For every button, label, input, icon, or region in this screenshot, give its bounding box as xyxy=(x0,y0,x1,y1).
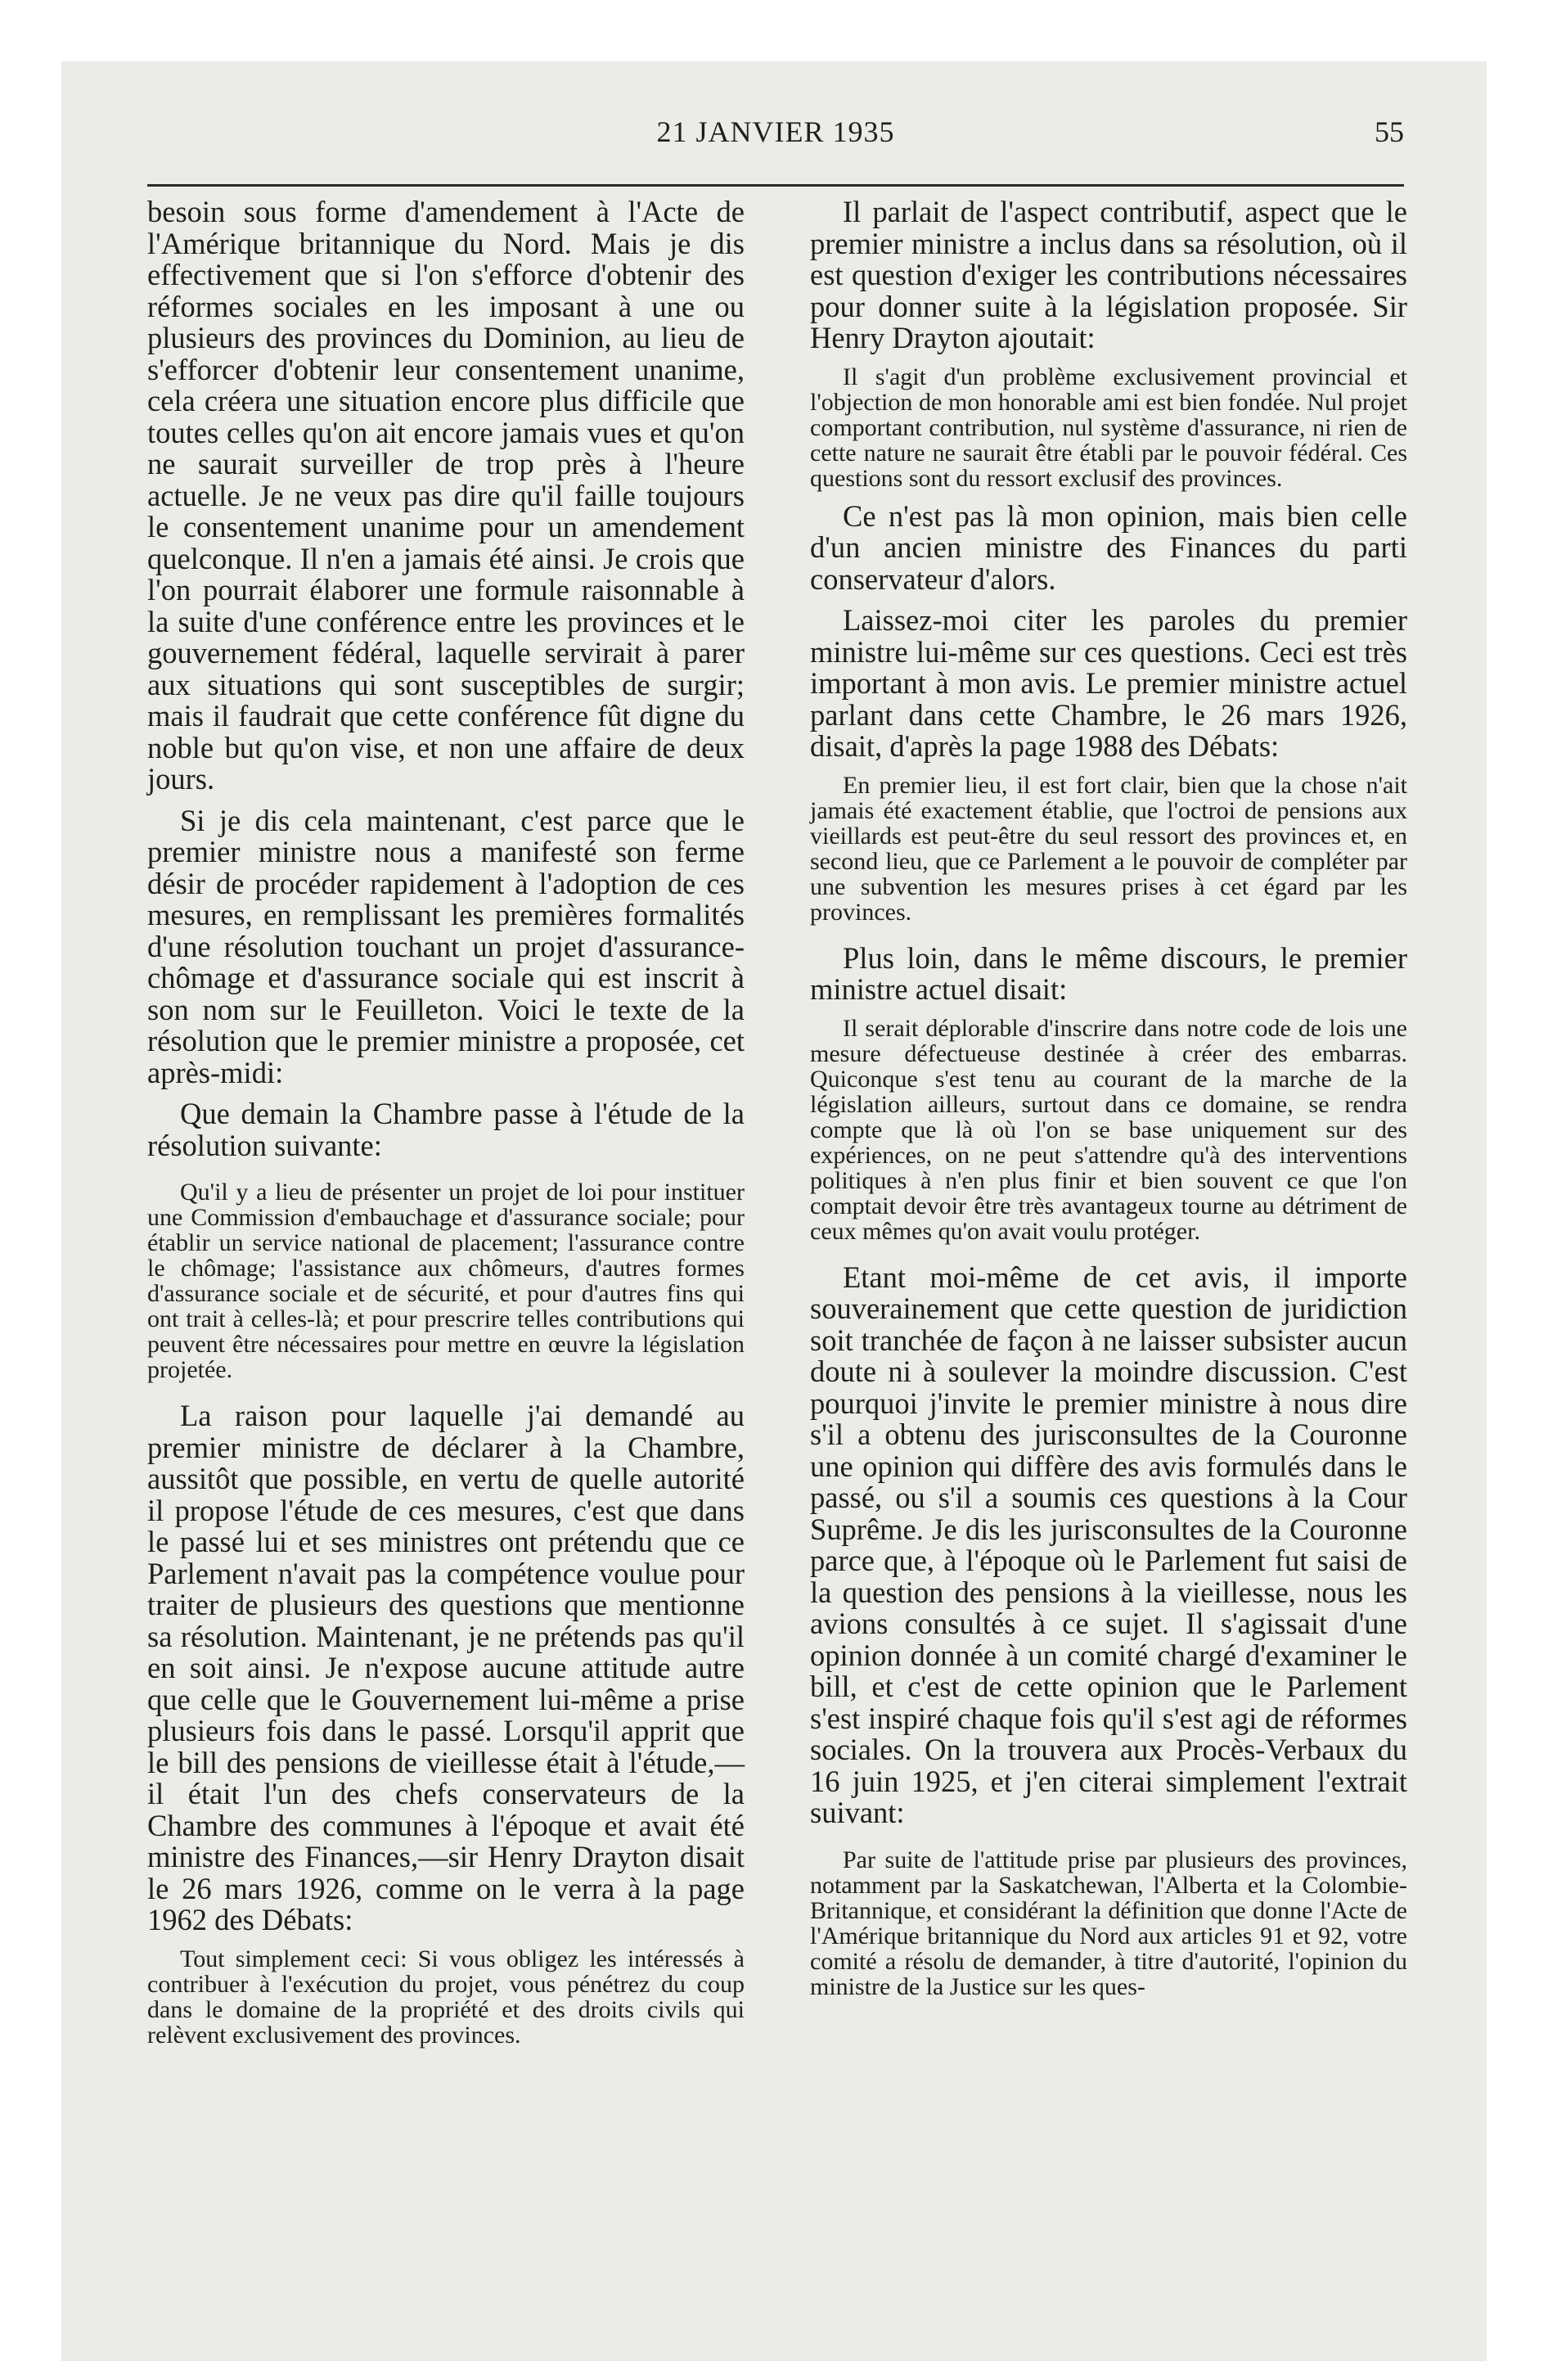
page-date: 21 JANVIER 1935 xyxy=(656,115,895,148)
paragraph: Plus loin, dans le même discours, le premier ministre actuel disait: xyxy=(810,940,1407,1006)
page-header xyxy=(147,115,1404,164)
page-number: 55 xyxy=(1375,115,1404,148)
header-rule xyxy=(147,184,1404,187)
paragraph: La raison pour laquelle j'ai demandé au premier ministre de déclarer à la Chambre, aussitôt que possible, en vertu de quelle autorité il propose l'étude de ces mesures, c'est que dans le passé lui et ses ministres ont prétendu que ce Parlement n'avait pas la compétence voulue pour traiter de plusieurs des questions que mentionne sa résolution. Maintenant, je ne prétends pas qu'il en soit ainsi. Je n'expose aucune attitude autre que celle que le Gouvernement lui-même a prise plusieurs fois dans le passé. Lorsqu'il apprit que le bill des pensions de vieillesse était à l'étude,—il était l'un des chefs conservateurs de la Chambre des communes à l'époque et avait été ministre des Finances,—sir Henry Drayton disait le 26 mars 1926, comme on le verra à la page 1962 des Débats: xyxy=(147,1399,745,1936)
right-column xyxy=(810,196,1407,1999)
paragraph: Ce n'est pas là mon opinion, mais bien celle d'un ancien ministre des Finances du parti conservateur d'alors. xyxy=(810,498,1407,596)
paragraph: Que demain la Chambre passe à l'étude de la résolution suivante: xyxy=(147,1097,745,1162)
block-quote: Il s'agit d'un problème exclusivement provincial et l'objection de mon honorable ami est bien fondée. Nul projet comportant contribution, nul système d'assurance, ni rien de cette nature ne saurait être établi par le pouvoir fédéral. Ces questions sont du ressort exclusif des provinces. xyxy=(810,363,1407,492)
block-quote: Par suite de l'attitude prise par plusieurs des provinces, notamment par la Saskatchewan, l'Alberta et la Colombie-Britannique, et considérant la définition que donne l'Acte de l'Amérique britannique du Nord aux articles 91 et 92, votre comité a résolu de demander, à titre d'autorité, l'opinion du ministre de la Justice sur les ques- xyxy=(810,1846,1407,2000)
block-quote: Qu'il y a lieu de présenter un projet de loi pour instituer une Commission d'embauchage et d'assurance sociale; pour établir un service national de placement; l'assurance contre le chômage; l'assistance aux chômeurs, d'autres formes d'assurance sociale et de sécurité, et pour d'autres fins qui ont trait à celles-là; et pour prescrire telles contributions qui peuvent être nécessaires pour mettre en œuvre la législation projetée. xyxy=(147,1179,745,1383)
paragraph: Etant moi-même de cet avis, il importe souverainement que cette question de juridiction soit tranchée de façon à ne laisser subsister aucun doute ni à soulever la moindre discussion. C'est pourquoi j'invite le premier ministre à nous dire s'il a obtenu des jurisconsultes de la Couronne une opinion qui diffère des avis formulés dans le passé, ou s'il a soumis ces questions à la Cour Suprême. Je dis les jurisconsultes de la Couronne parce que, à l'époque où le Parlement fut saisi de la question des pensions à la vieillesse, nous les avions consultés à ce sujet. Il s'agissait d'une opinion donnée à un comité chargé d'examiner le bill, et c'est de cette opinion que le Parlement s'est inspiré chaque fois qu'il s'est agi de réformes sociales. On la trouvera aux Procès-Verbaux du 16 juin 1925, et j'en citerai simplement l'extrait suivant: xyxy=(810,1260,1407,1829)
paragraph: Laissez-moi citer les paroles du premier ministre lui-même sur ces questions. Ceci est très important à mon avis. Le premier ministre actuel parlant dans cette Chambre, le 26 mars 1926, disait, d'après la page 1988 des Débats: xyxy=(810,603,1407,763)
block-quote: En premier lieu, il est fort clair, bien que la chose n'ait jamais été exactement établie, que l'octroi de pensions aux vieillards est peut-être du seul ressort des provinces et, en second lieu, que ce Parlement a le pouvoir de compléter par une subvention les mesures prises à cet égard par les provinces. xyxy=(810,771,1407,926)
paragraph: besoin sous forme d'amendement à l'Acte de l'Amérique britannique du Nord. Mais je dis effectivement que si l'on s'efforce d'obtenir des réformes sociales en les imposant à une ou plusieurs des provinces du Dominion, au lieu de s'efforcer d'obtenir leur consentement unanime, cela créera une situation encore plus difficile que toutes celles qu'on ait encore jamais vues et qu'on ne saurait surveiller de trop près à l'heure actuelle. Je ne veux pas dire qu'il faille toujours le consentement unanime pour un amendement quelconque. Il n'en a jamais été ainsi. Je crois que l'on pourrait élaborer une formule raisonnable à la suite d'une conférence entre les provinces et le gouvernement fédéral, laquelle servirait à parer aux situations qui sont susceptibles de surgir; mais il faudrait que cette conférence fût digne du noble but qu'on vise, et non une affaire de deux jours. xyxy=(147,195,745,796)
left-column xyxy=(147,196,745,2048)
block-quote: Tout simplement ceci: Si vous obligez les intéressés à contribuer à l'exécution du projet, vous pénétrez du coup dans le domaine de la propriété et des droits civils qui relèvent exclusivement des provinces. xyxy=(147,1945,745,2049)
block-quote: Il serait déplorable d'inscrire dans notre code de lois une mesure défectueuse destinée à créer des embarras. Quiconque s'est tenu au courant de la marche de la législation ailleurs, surtout dans ce domaine, se rendra compte que là où l'on se base uniquement sur des expériences, on ne peut s'attendre qu'à des interventions politiques à n'en plus finir et bien souvent ce que l'on comptait devoir être très avantageux tourne au détriment de ceux mêmes qu'on avait voulu protéger. xyxy=(810,1014,1407,1245)
paragraph: Si je dis cela maintenant, c'est parce que le premier ministre nous a manifesté son ferme désir de procéder rapidement à l'adoption de ces mesures, en remplissant les premières formalités d'une résolution touchant un projet d'assurance-chômage et d'assurance sociale qui est inscrit à son nom sur le Feuilleton. Voici le texte de la résolution que le premier ministre a proposée, cet après-midi: xyxy=(147,803,745,1089)
paragraph: Il parlait de l'aspect contributif, aspect que le premier ministre a inclus dans sa résolution, où il est question d'exiger les contributions nécessaires pour donner suite à la législation proposée. Sir Henry Drayton ajoutait: xyxy=(810,195,1407,354)
